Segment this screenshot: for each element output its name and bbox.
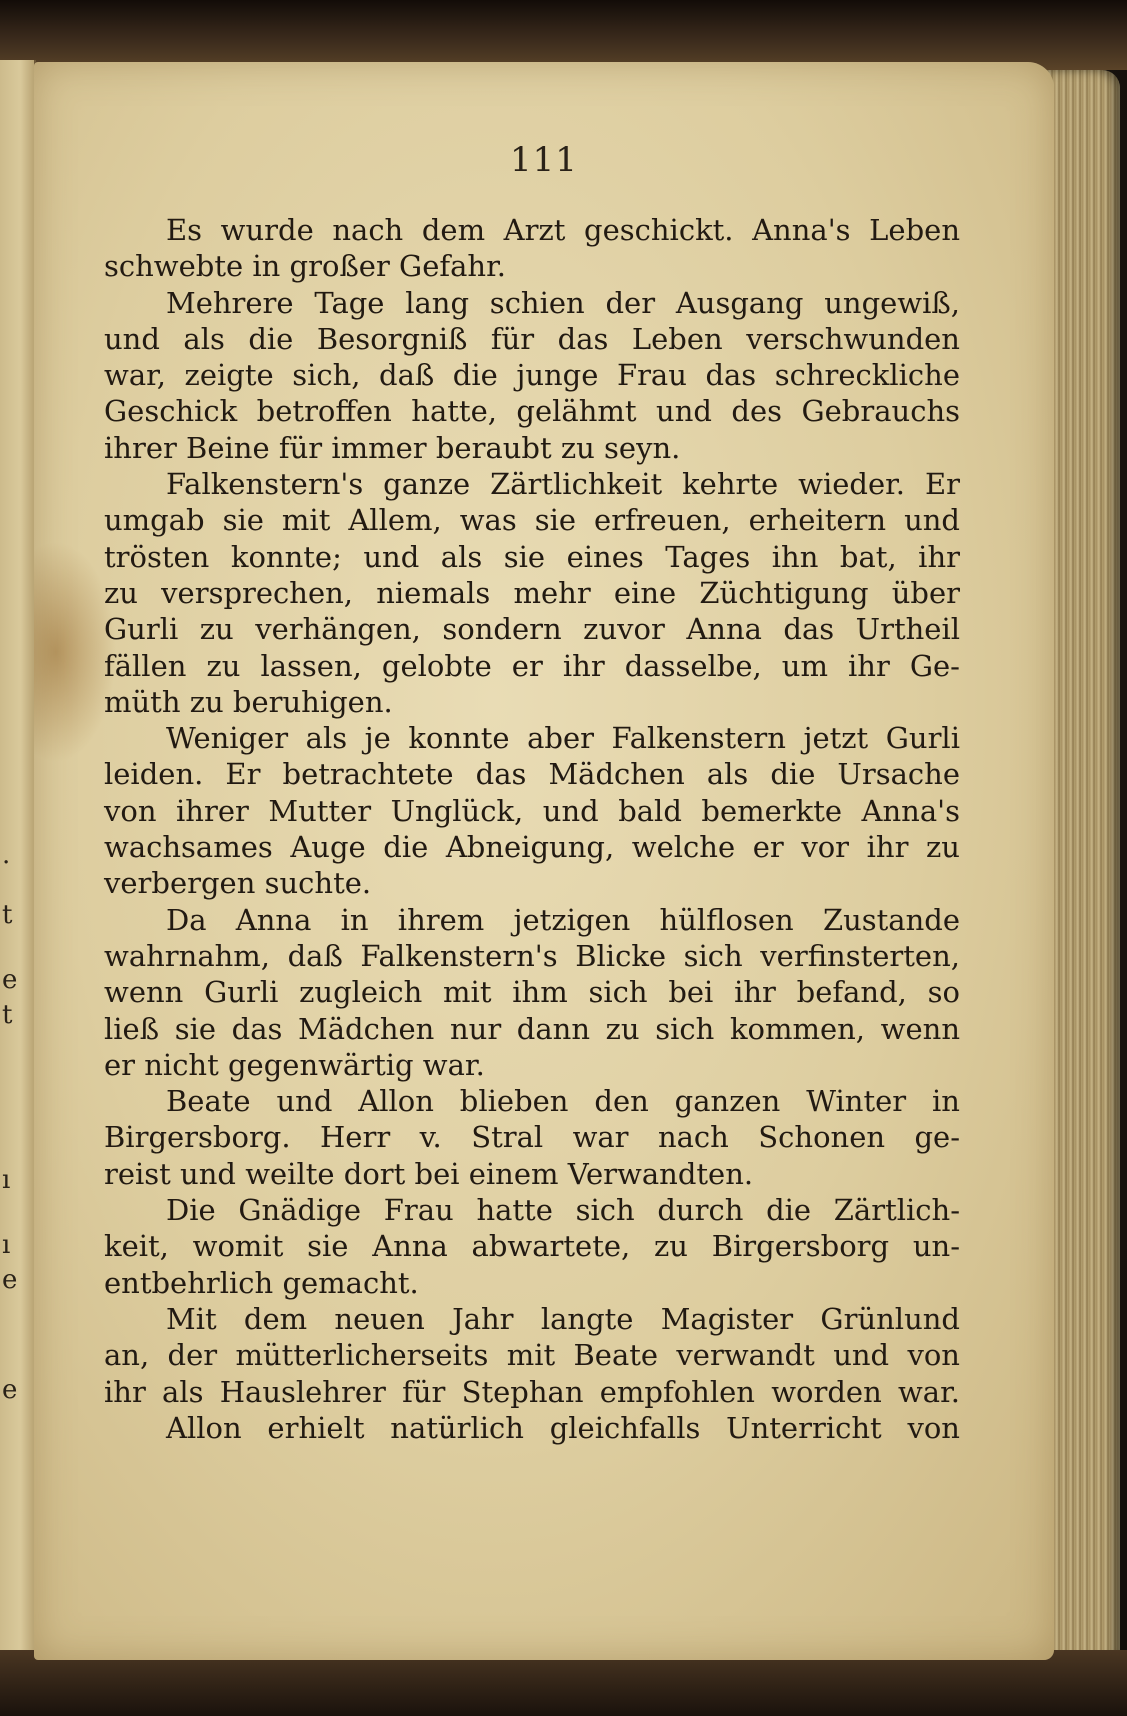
- book-cover-top-edge: [0, 0, 1127, 70]
- facing-page-fragment: .: [2, 840, 11, 870]
- text-line: Allon erhielt natürlich gleichfalls Unterricht von: [166, 1410, 960, 1445]
- text-line: umgab sie mit Allem, was sie erfreuen, erheitern und: [104, 503, 960, 538]
- text-line: von ihrer Mutter Unglück, und bald bemerkte Anna's: [104, 793, 960, 828]
- text-line: wachsames Auge die Abneigung, welche er vor ihr zu: [104, 830, 960, 865]
- text-line: trösten konnte; und als sie eines Tages ihn bat, ihr: [104, 539, 960, 574]
- text-line: Falkenstern's ganze Zärtlichkeit kehrte wieder. Er: [166, 467, 960, 502]
- text-line: Birgersborg. Herr v. Stral war nach Schonen ge-: [104, 1120, 960, 1155]
- facing-page-fragment: ı: [2, 1230, 11, 1260]
- text-line: ließ sie das Mädchen nur dann zu sich kommen, wenn: [104, 1011, 960, 1046]
- text-line: Geschick betroffen hatte, gelähmt und des Gebrauchs: [104, 394, 960, 429]
- text-line: schwebte in großer Gefahr.: [104, 249, 506, 284]
- text-line: fällen zu lassen, gelobte er ihr dasselbe, um ihr Ge-: [104, 648, 960, 683]
- facing-page-fragment: t: [2, 1000, 13, 1030]
- text-line: zu versprechen, niemals mehr eine Züchtigung über: [104, 575, 960, 610]
- facing-page-edge: [0, 60, 36, 1650]
- text-line: er nicht gegenwärtig war.: [104, 1047, 485, 1082]
- text-line: entbehrlich gemacht.: [104, 1265, 419, 1300]
- text-line: leiden. Er betrachtete das Mädchen als die Ursache: [104, 757, 960, 792]
- text-line: Weniger als je konnte aber Falkenstern jetzt Gurli: [166, 721, 960, 756]
- text-line: Gurli zu verhängen, sondern zuvor Anna das Urtheil: [104, 612, 960, 647]
- text-line: Mehrere Tage lang schien der Ausgang ungewiß,: [166, 285, 960, 320]
- text-line: und als die Besorgniß für das Leben verschwunden: [104, 321, 960, 356]
- text-line: Die Gnädige Frau hatte sich durch die Zärtlich-: [166, 1193, 960, 1228]
- text-line: war, zeigte sich, daß die junge Frau das schreckliche: [104, 358, 960, 393]
- facing-page-fragment: e: [2, 965, 18, 995]
- book-page: [34, 62, 1054, 1660]
- text-line: Da Anna in ihrem jetzigen hülflosen Zustande: [166, 902, 960, 937]
- facing-page-fragment: e: [2, 1265, 18, 1295]
- text-line: ihr als Hauslehrer für Stephan empfohlen worden war.: [104, 1374, 960, 1409]
- facing-page-fragment: e: [2, 1375, 18, 1405]
- text-line: müth zu beruhigen.: [104, 684, 393, 719]
- text-line: verbergen suchte.: [104, 866, 372, 901]
- text-line: an, der mütterlicherseits mit Beate verwandt und von: [104, 1338, 960, 1373]
- text-line: wenn Gurli zugleich mit ihm sich bei ihr befand, so: [104, 975, 960, 1010]
- text-line: reist und weilte dort bei einem Verwandten.: [104, 1156, 754, 1191]
- text-line: Es wurde nach dem Arzt geschickt. Anna's Leben: [166, 213, 960, 247]
- facing-page-fragment: ı: [2, 1165, 11, 1195]
- text-line: Beate und Allon blieben den ganzen Winter in: [166, 1084, 960, 1119]
- text-line: wahrnahm, daß Falkenstern's Blicke sich verfinsterten,: [104, 938, 960, 973]
- text-line: Mit dem neuen Jahr langte Magister Grünlund: [166, 1301, 960, 1336]
- text-line: ihrer Beine für immer beraubt zu seyn.: [104, 430, 681, 465]
- text-line: keit, womit sie Anna abwartete, zu Birgersborg un-: [104, 1229, 960, 1264]
- facing-page-fragment: t: [2, 900, 13, 930]
- page-text: [104, 212, 960, 1446]
- page-number: 111: [510, 140, 578, 180]
